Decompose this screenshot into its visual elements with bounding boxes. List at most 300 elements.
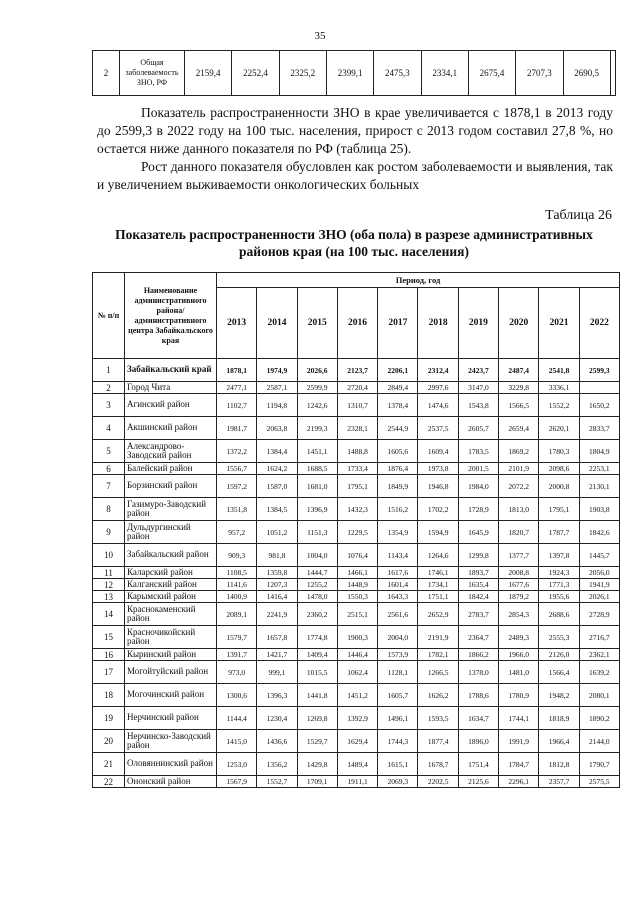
table-row [93, 382, 620, 394]
value-cell: 2125,6 [458, 776, 498, 788]
prevalence-table [92, 272, 620, 788]
value-cell: 1955,6 [539, 591, 579, 603]
row-number: 11 [93, 567, 125, 579]
header-name: Наименование административного района/ административного центра Забайкальского края [125, 273, 217, 359]
value-cell: 1478,0 [297, 591, 337, 603]
value-cell: 2199,3 [297, 417, 337, 440]
value-cell: 1784,7 [499, 753, 539, 776]
value-cell: 1877,4 [418, 730, 458, 753]
value-cell: 1878,1 [217, 359, 257, 382]
value-cell: 2489,3 [499, 626, 539, 649]
row-label: Общая заболеваемость ЗНО, РФ [120, 51, 185, 96]
value-cell: 1639,2 [579, 661, 619, 684]
header-year: 2015 [297, 288, 337, 359]
value-cell: 1617,6 [378, 567, 418, 579]
value-cell: 2728,9 [579, 603, 619, 626]
value-cell: 1746,1 [418, 567, 458, 579]
value-cell: 1597,2 [217, 475, 257, 498]
value-cell: 2833,7 [579, 417, 619, 440]
value-cell: 1879,2 [499, 591, 539, 603]
row-number: 3 [93, 394, 125, 417]
value-cell: 1310,7 [337, 394, 377, 417]
value-cell: 1446,4 [337, 649, 377, 661]
header-year: 2018 [418, 288, 458, 359]
row-number: 1 [93, 359, 125, 382]
value-cell: 1372,2 [217, 440, 257, 463]
value-cell: 2783,7 [458, 603, 498, 626]
district-name: Могойтуйский район [125, 661, 217, 684]
value-cell: 2541,8 [539, 359, 579, 382]
district-name: Краснокаменский район [125, 603, 217, 626]
value-cell: 2854,3 [499, 603, 539, 626]
value-cell: 1605,6 [378, 440, 418, 463]
value-cell: 1299,8 [458, 544, 498, 567]
value-cell: 1004,0 [297, 544, 337, 567]
value-cell: 1378,4 [378, 394, 418, 417]
value-cell: 2544,9 [378, 417, 418, 440]
value-cell: 1015,5 [297, 661, 337, 684]
district-name: Нерчинско-Заводский район [125, 730, 217, 753]
value-cell: 1774,8 [297, 626, 337, 649]
value-cell: 1911,1 [337, 776, 377, 788]
value-cell: 1397,8 [539, 544, 579, 567]
value-cell: 1900,3 [337, 626, 377, 649]
row-number: 17 [93, 661, 125, 684]
value-cell: 2487,4 [499, 359, 539, 382]
value-cell: 2126,0 [539, 649, 579, 661]
district-name: Дульдургинский район [125, 521, 217, 544]
value-cell: 1645,9 [458, 521, 498, 544]
rf-incidence-table [92, 50, 616, 96]
table-row [93, 707, 620, 730]
value-cell: 1788,6 [458, 684, 498, 707]
header-year: 2019 [458, 288, 498, 359]
value-cell: 1377,7 [499, 544, 539, 567]
table-title: Показатель распространенности ЗНО (оба пола) в разрезе административных районов края (на 100 тыс. населения) [115, 227, 593, 259]
value-cell: 1966,4 [539, 730, 579, 753]
value-cell: 1681,0 [297, 475, 337, 498]
value-cell: 2008,8 [499, 567, 539, 579]
value-cell: 1734,1 [418, 579, 458, 591]
value-cell: 1400,9 [217, 591, 257, 603]
value-cell: 1984,0 [458, 475, 498, 498]
district-name: Карымский район [125, 591, 217, 603]
value-cell: 2123,7 [337, 359, 377, 382]
row-number: 15 [93, 626, 125, 649]
table-row [93, 463, 620, 475]
value-cell: 1946,8 [418, 475, 458, 498]
value-cell: 2089,1 [217, 603, 257, 626]
header-year: 2016 [337, 288, 377, 359]
value-cell: 1751,1 [418, 591, 458, 603]
value-cell: 1634,7 [458, 707, 498, 730]
value-cell: 909,3 [217, 544, 257, 567]
district-name: Город Чита [125, 382, 217, 394]
value-cell: 1818,9 [539, 707, 579, 730]
value-cell: 1624,2 [257, 463, 297, 475]
header-year: 2017 [378, 288, 418, 359]
page-number: 35 [314, 30, 326, 42]
value-cell: 2080,1 [579, 684, 619, 707]
value-cell: 1266,5 [418, 661, 458, 684]
value-cell: 2325,2 [279, 51, 326, 96]
value-cell: 1108,5 [217, 567, 257, 579]
value-cell: 1378,0 [458, 661, 498, 684]
value-cell: 1359,8 [257, 567, 297, 579]
value-cell: 1354,9 [378, 521, 418, 544]
value-cell: 2362,1 [579, 649, 619, 661]
value-cell: 2334,1 [421, 51, 468, 96]
header-num: № п/п [93, 273, 125, 359]
district-name: Борзинский район [125, 475, 217, 498]
value-cell: 1384,5 [257, 498, 297, 521]
value-cell: 2599,9 [297, 382, 337, 394]
value-cell: 1466,1 [337, 567, 377, 579]
value-cell: 1566,5 [499, 394, 539, 417]
value-cell: 2849,4 [378, 382, 418, 394]
district-name: Нерчинский район [125, 707, 217, 730]
value-cell: 999,1 [257, 661, 297, 684]
value-cell [610, 51, 615, 96]
district-name: Могочинский район [125, 684, 217, 707]
table-row [93, 544, 620, 567]
value-cell: 1795,1 [539, 498, 579, 521]
value-cell: 2159,4 [185, 51, 232, 96]
row-number: 8 [93, 498, 125, 521]
value-cell: 2716,7 [579, 626, 619, 649]
value-cell: 1489,4 [337, 753, 377, 776]
value-cell: 2253,1 [579, 463, 619, 475]
value-cell: 1255,2 [297, 579, 337, 591]
value-cell: 1974,9 [257, 359, 297, 382]
value-cell: 1445,7 [579, 544, 619, 567]
header-year: 2022 [579, 288, 619, 359]
value-cell: 1842,4 [458, 591, 498, 603]
value-cell: 1615,1 [378, 753, 418, 776]
value-cell: 2475,3 [374, 51, 421, 96]
value-cell: 1728,9 [458, 498, 498, 521]
value-cell: 1804,9 [579, 440, 619, 463]
value-cell: 1787,7 [539, 521, 579, 544]
value-cell: 1392,9 [337, 707, 377, 730]
value-cell: 1391,7 [217, 649, 257, 661]
value-cell: 1102,7 [217, 394, 257, 417]
row-number: 9 [93, 521, 125, 544]
value-cell: 1813,0 [499, 498, 539, 521]
value-cell: 1890,2 [579, 707, 619, 730]
value-cell: 1141,6 [217, 579, 257, 591]
table-row [93, 753, 620, 776]
value-cell: 3229,8 [499, 382, 539, 394]
value-cell: 1609,4 [418, 440, 458, 463]
value-cell: 2537,5 [418, 417, 458, 440]
row-number: 21 [93, 753, 125, 776]
value-cell: 1677,6 [499, 579, 539, 591]
value-cell: 1488,8 [337, 440, 377, 463]
value-cell: 2312,4 [418, 359, 458, 382]
value-cell: 1436,6 [257, 730, 297, 753]
value-cell: 2144,0 [579, 730, 619, 753]
value-cell: 2252,4 [232, 51, 279, 96]
value-cell: 2069,3 [378, 776, 418, 788]
table-row [93, 475, 620, 498]
value-cell: 1143,4 [378, 544, 418, 567]
value-cell: 1771,3 [539, 579, 579, 591]
value-cell: 1842,6 [579, 521, 619, 544]
value-cell: 2423,7 [458, 359, 498, 382]
value-cell: 1051,2 [257, 521, 297, 544]
value-cell: 2587,1 [257, 382, 297, 394]
value-cell: 1421,7 [257, 649, 297, 661]
value-cell: 1474,6 [418, 394, 458, 417]
value-cell: 1300,6 [217, 684, 257, 707]
district-name: Кыринский район [125, 649, 217, 661]
table-row [93, 579, 620, 591]
value-cell: 1516,2 [378, 498, 418, 521]
header-year: 2014 [257, 288, 297, 359]
value-cell: 1566,4 [539, 661, 579, 684]
table-row [93, 603, 620, 626]
value-cell: 1657,8 [257, 626, 297, 649]
value-cell: 1650,2 [579, 394, 619, 417]
row-number: 19 [93, 707, 125, 730]
value-cell: 1849,9 [378, 475, 418, 498]
value-cell: 1429,8 [297, 753, 337, 776]
table-row [93, 567, 620, 579]
value-cell: 1550,3 [337, 591, 377, 603]
value-cell: 1253,0 [217, 753, 257, 776]
value-cell: 1432,3 [337, 498, 377, 521]
value-cell: 2000,8 [539, 475, 579, 498]
value-cell: 1903,8 [579, 498, 619, 521]
value-cell: 1869,2 [499, 440, 539, 463]
value-cell: 3336,1 [539, 382, 579, 394]
value-cell: 1896,0 [458, 730, 498, 753]
value-cell: 1062,4 [337, 661, 377, 684]
value-cell: 2515,1 [337, 603, 377, 626]
value-cell [579, 382, 619, 394]
value-cell: 1543,8 [458, 394, 498, 417]
value-cell: 1981,7 [217, 417, 257, 440]
value-cell: 1448,9 [337, 579, 377, 591]
table-row [93, 776, 620, 788]
value-cell: 1780,3 [539, 440, 579, 463]
value-cell: 1567,9 [217, 776, 257, 788]
district-name: Забайкальский район [125, 544, 217, 567]
table-row [93, 498, 620, 521]
value-cell: 2101,9 [499, 463, 539, 475]
value-cell: 1451,2 [337, 684, 377, 707]
value-cell: 1396,9 [297, 498, 337, 521]
table-row [93, 521, 620, 544]
value-cell: 1416,4 [257, 591, 297, 603]
value-cell: 2026,6 [297, 359, 337, 382]
value-cell: 1384,4 [257, 440, 297, 463]
row-number: 4 [93, 417, 125, 440]
value-cell: 2357,7 [539, 776, 579, 788]
district-name: Оловяннинский район [125, 753, 217, 776]
value-cell: 2575,5 [579, 776, 619, 788]
value-cell: 1552,2 [539, 394, 579, 417]
row-number: 6 [93, 463, 125, 475]
value-cell: 1451,1 [297, 440, 337, 463]
value-cell: 1795,1 [337, 475, 377, 498]
value-cell: 1481,0 [499, 661, 539, 684]
district-name: Ононский район [125, 776, 217, 788]
value-cell: 1948,2 [539, 684, 579, 707]
value-cell: 2296,1 [499, 776, 539, 788]
table-row [93, 51, 616, 96]
value-cell: 1751,4 [458, 753, 498, 776]
district-name: Забайкальский край [125, 359, 217, 382]
value-cell: 1396,3 [257, 684, 297, 707]
header-year: 2013 [217, 288, 257, 359]
district-name: Газимуро-Заводский район [125, 498, 217, 521]
value-cell: 1924,3 [539, 567, 579, 579]
value-cell: 1242,6 [297, 394, 337, 417]
value-cell: 1230,4 [257, 707, 297, 730]
row-number: 2 [93, 382, 125, 394]
value-cell: 2004,0 [378, 626, 418, 649]
value-cell: 1991,9 [499, 730, 539, 753]
value-cell: 2620,1 [539, 417, 579, 440]
value-cell: 1229,5 [337, 521, 377, 544]
value-cell: 2997,6 [418, 382, 458, 394]
value-cell: 1415,0 [217, 730, 257, 753]
value-cell: 2599,3 [579, 359, 619, 382]
value-cell: 2063,8 [257, 417, 297, 440]
value-cell: 1587,0 [257, 475, 297, 498]
table-row [93, 626, 620, 649]
value-cell: 1709,1 [297, 776, 337, 788]
value-cell: 2191,9 [418, 626, 458, 649]
district-name: Акшинский район [125, 417, 217, 440]
value-cell: 1941,9 [579, 579, 619, 591]
value-cell: 2399,1 [326, 51, 373, 96]
value-cell: 1552,7 [257, 776, 297, 788]
value-cell: 2130,1 [579, 475, 619, 498]
row-number: 18 [93, 684, 125, 707]
district-name: Александрово-Заводский район [125, 440, 217, 463]
value-cell: 2072,2 [499, 475, 539, 498]
header-period: Период, год [217, 273, 620, 288]
value-cell: 1744,1 [499, 707, 539, 730]
value-cell: 2652,9 [418, 603, 458, 626]
value-cell: 1556,7 [217, 463, 257, 475]
value-cell: 2360,2 [297, 603, 337, 626]
value-cell: 1966,0 [499, 649, 539, 661]
table-row [93, 730, 620, 753]
value-cell: 2001,5 [458, 463, 498, 475]
table-row [93, 591, 620, 603]
value-cell: 2026,1 [579, 591, 619, 603]
value-cell: 1783,5 [458, 440, 498, 463]
value-cell: 1207,3 [257, 579, 297, 591]
value-cell: 1893,7 [458, 567, 498, 579]
value-cell: 1409,4 [297, 649, 337, 661]
value-cell: 1593,5 [418, 707, 458, 730]
value-cell: 1441,8 [297, 684, 337, 707]
value-cell: 1688,5 [297, 463, 337, 475]
row-number: 10 [93, 544, 125, 567]
table-row [93, 440, 620, 463]
value-cell: 2206,1 [378, 359, 418, 382]
value-cell: 1733,4 [337, 463, 377, 475]
value-cell: 1194,8 [257, 394, 297, 417]
table-row [93, 684, 620, 707]
district-name: Балейский район [125, 463, 217, 475]
value-cell: 2328,1 [337, 417, 377, 440]
header-year: 2021 [539, 288, 579, 359]
row-number: 16 [93, 649, 125, 661]
value-cell: 1601,4 [378, 579, 418, 591]
value-cell: 1151,3 [297, 521, 337, 544]
value-cell: 1573,9 [378, 649, 418, 661]
value-cell: 2675,4 [468, 51, 515, 96]
value-cell: 1866,2 [458, 649, 498, 661]
value-cell: 2477,1 [217, 382, 257, 394]
value-cell: 2202,5 [418, 776, 458, 788]
row-number: 2 [93, 51, 120, 96]
table-caption: Таблица 26 [545, 208, 612, 223]
value-cell: 1702,2 [418, 498, 458, 521]
value-cell: 2364,7 [458, 626, 498, 649]
row-number: 20 [93, 730, 125, 753]
row-number: 22 [93, 776, 125, 788]
value-cell: 1876,4 [378, 463, 418, 475]
value-cell: 1076,4 [337, 544, 377, 567]
paragraph: Рост данного показателя обусловлен как ростом заболеваемости и выявления, так и увеличением выживаемости онкологических больных [97, 159, 613, 192]
value-cell: 973,0 [217, 661, 257, 684]
value-cell: 2605,7 [458, 417, 498, 440]
district-name: Каларский район [125, 567, 217, 579]
table-row [93, 661, 620, 684]
value-cell: 1820,7 [499, 521, 539, 544]
value-cell: 1782,1 [418, 649, 458, 661]
value-cell: 2241,9 [257, 603, 297, 626]
value-cell: 1643,3 [378, 591, 418, 603]
header-row [93, 273, 620, 288]
value-cell: 2688,6 [539, 603, 579, 626]
value-cell: 1356,2 [257, 753, 297, 776]
value-cell: 1128,1 [378, 661, 418, 684]
value-cell: 1678,7 [418, 753, 458, 776]
value-cell: 1605,7 [378, 684, 418, 707]
value-cell: 1635,4 [458, 579, 498, 591]
value-cell: 3147,0 [458, 382, 498, 394]
value-cell: 1629,4 [337, 730, 377, 753]
row-number: 13 [93, 591, 125, 603]
value-cell: 1496,1 [378, 707, 418, 730]
value-cell: 2720,4 [337, 382, 377, 394]
value-cell: 1269,8 [297, 707, 337, 730]
value-cell: 1529,7 [297, 730, 337, 753]
value-cell: 2659,4 [499, 417, 539, 440]
value-cell: 2098,6 [539, 463, 579, 475]
value-cell: 1444,7 [297, 567, 337, 579]
value-cell: 957,2 [217, 521, 257, 544]
value-cell: 1780,9 [499, 684, 539, 707]
value-cell: 1594,9 [418, 521, 458, 544]
table-row [93, 417, 620, 440]
header-year: 2020 [499, 288, 539, 359]
row-number: 12 [93, 579, 125, 591]
value-cell: 2561,6 [378, 603, 418, 626]
table-body [93, 359, 620, 788]
value-cell: 1744,3 [378, 730, 418, 753]
value-cell: 2056,0 [579, 567, 619, 579]
paragraph: Показатель распространенности ЗНО в крае увеличивается с 1878,1 в 2013 году до 2599,3 в 2022 году на 100 тыс. населения, прирост с 2013 годом составил 27,8 %, но остается ниже данного показателя по РФ (таблица 25). [97, 105, 613, 156]
